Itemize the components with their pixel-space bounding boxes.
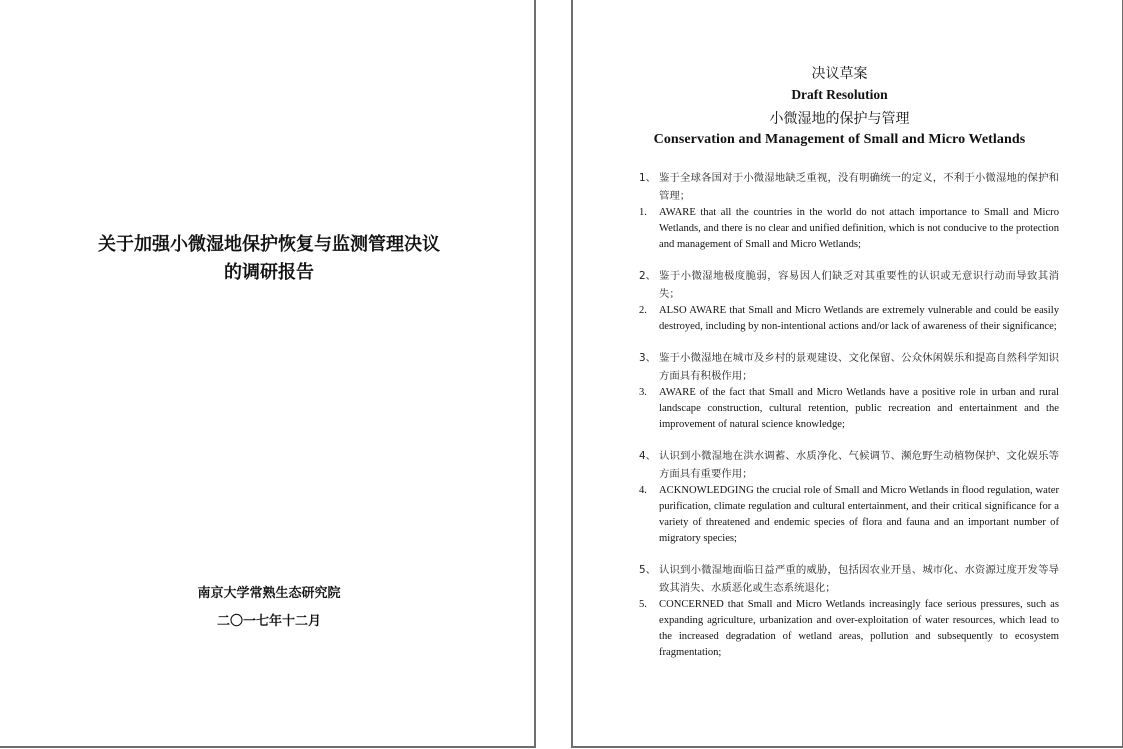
- subtitle-en: Conservation and Management of Small and Micro Wetlands: [653, 132, 1026, 147]
- cover-title-line1: 关于加强小微湿地保护恢复与监测管理决议: [98, 234, 440, 255]
- item-text: 认识到小微湿地在洪水调蓄、水质净化、气候调节、濒危野生动植物保护、文化娱乐等方面具有重要作用；: [659, 450, 1059, 480]
- item-number: 5.: [639, 599, 647, 610]
- item-zh: [639, 447, 1059, 483]
- item-number: 2、: [639, 270, 657, 282]
- resolution-item: [639, 447, 1059, 547]
- resolution-item: [639, 561, 1059, 661]
- resolution-item: [639, 349, 1059, 433]
- item-en: [639, 597, 1059, 661]
- item-text: 鉴于全球各国对于小微湿地缺乏重视，没有明确统一的定义，不利于小微湿地的保护和管理；: [659, 172, 1059, 202]
- item-en: [639, 205, 1059, 253]
- item-text: 鉴于小微湿地在城市及乡村的景观建设、文化保留、公众休闲娱乐和提高自然科学知识方面具有积极作用；: [659, 352, 1059, 382]
- item-number: 4、: [639, 450, 657, 462]
- resolution-body: [639, 169, 1059, 661]
- item-zh: [639, 349, 1059, 385]
- item-zh: [639, 169, 1059, 205]
- heading-en: Draft Resolution: [791, 87, 888, 102]
- item-text: 鉴于小微湿地极度脆弱，容易因人们缺乏对其重要性的认识或无意识行动而导致其消失；: [659, 270, 1059, 300]
- item-text: 认识到小微湿地面临日益严重的威胁，包括因农业开垦、城市化、水资源过度开发等导致其消失、水质恶化或生态系统退化；: [659, 564, 1059, 594]
- item-zh: [639, 561, 1059, 597]
- cover-organization: 南京大学常熟生态研究院: [197, 586, 341, 601]
- item-en: [639, 303, 1059, 335]
- resolution-item: [639, 267, 1059, 335]
- cover-title: [0, 231, 538, 287]
- item-en: [639, 385, 1059, 433]
- subtitle-zh: 小微湿地的保护与管理: [769, 111, 910, 127]
- cover-title-line2: 的调研报告: [224, 262, 314, 283]
- item-text: ALSO AWARE that Small and Micro Wetlands are extremely vulnerable and could be easily destroyed, including by non-intentional actions and/or lack of awareness of their significance;: [659, 305, 1059, 332]
- item-number: 2.: [639, 305, 647, 316]
- item-zh: [639, 267, 1059, 303]
- resolution-item: [639, 169, 1059, 253]
- item-number: 3、: [639, 352, 657, 364]
- resolution-page: [571, 0, 1123, 748]
- cover-page: [0, 0, 536, 748]
- item-en: [639, 483, 1059, 547]
- item-number: 5、: [639, 564, 657, 576]
- item-text: AWARE of the fact that Small and Micro Wetlands have a positive role in urban and rural landscape construction, cultural retention, public recreation and entertainment and the improvement of natural science knowledge;: [659, 387, 1059, 430]
- item-number: 4.: [639, 485, 647, 496]
- item-text: AWARE that all the countries in the world do not attach importance to Small and Micro Wetlands, and there is no clear and unified definition, which is not conducive to the protection and management of Small and Micro Wetlands;: [659, 207, 1059, 250]
- item-number: 1、: [639, 172, 657, 184]
- heading-zh: 决议草案: [811, 66, 868, 82]
- item-number: 3.: [639, 387, 647, 398]
- item-text: CONCERNED that Small and Micro Wetlands increasingly face serious pressures, such as expanding agriculture, urbanization and over-exploitation of water resources, which lead to the increased degradation of wetland areas, pollution and subsequently to ecosystem fragmentation;: [659, 599, 1059, 658]
- item-number: 1.: [639, 207, 647, 218]
- item-text: ACKNOWLEDGING the crucial role of Small and Micro Wetlands in flood regulation, water purification, climate regulation and cultural entertainment, and their critical significance for a variety of threatened and endemic species of flora and fauna and an important number of migratory species;: [659, 485, 1059, 544]
- cover-date: 二〇一七年十二月: [216, 614, 321, 629]
